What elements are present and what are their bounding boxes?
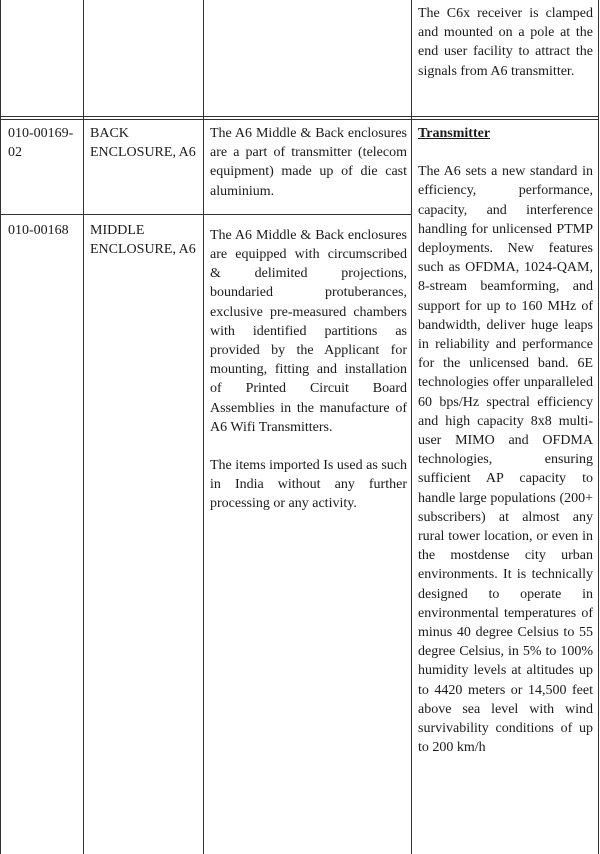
column-divider-1 — [83, 0, 84, 854]
usage-description — [210, 124, 407, 514]
row-divider-top — [0, 116, 599, 117]
part-code-back-enclosure: 010-00169-02 — [8, 126, 74, 161]
usage-paragraph-2: The A6 Middle & Back enclosures are equipped with circumscribed & delimited projections, boundaried protuberances, exclusive pre-measured chambers with identified partitions as provided by the Applicant for mounting, fitting and installation of Printed Circuit Board Assemblies in the manufacture of A6 Wifi Transmitters. — [210, 227, 407, 435]
transmitter-body: The A6 sets a new standard in efficiency, performance, capacity, and interference handling for unlicensed PTMP deployments. New features such as OFDMA, 1024-QAM, 8-stream beamforming, and support for up to 160 MHz of bandwidth, deliver huge leaps in reliability and performance for the unlicensed band. 6E technologies offer unparalleled 60 bps/Hz spectral efficiency and high capacity 8x8 multi-user MIMO and OFDMA technologies, ensuring sufficient AP capacity to handle large populations (200+ subscribers) at almost any rural tower location, or even in the mostdense city urban environments. It is technically designed to operate in environmental temperatures of minus 40 degree Celsius to 55 degree Celsius, in 5% to 100% humidity levels at altitudes up to 4420 meters or 14,500 feet above sea level with wind survivability conditions of up to 200 km/h — [418, 164, 593, 756]
part-name-back-enclosure: BACK ENCLOSURE, A6 — [90, 126, 196, 161]
usage-paragraph-3: The items imported Is used as such in India without any further processing or any activity. — [210, 458, 407, 512]
column-divider-2 — [203, 0, 204, 854]
part-code-middle-enclosure: 010-00168 — [8, 223, 69, 238]
transmitter-heading: Transmitter — [418, 126, 491, 141]
column-divider-3 — [411, 0, 412, 854]
table-border-right — [598, 0, 599, 854]
part-name-middle-enclosure: MIDDLE ENCLOSURE, A6 — [90, 223, 196, 258]
receiver-description-text: The C6x receiver is clamped and mounted on a pole at the end user facility to attract the signals from A6 transmitter. — [418, 6, 593, 79]
receiver-description — [418, 4, 593, 81]
row-divider-top-double — [0, 119, 599, 120]
usage-paragraph-1: The A6 Middle & Back enclosures are a part of transmitter (telecom equipment) made up of die cast aluminium. — [210, 126, 407, 199]
table-border-left — [0, 0, 1, 854]
transmitter-description — [418, 124, 593, 758]
